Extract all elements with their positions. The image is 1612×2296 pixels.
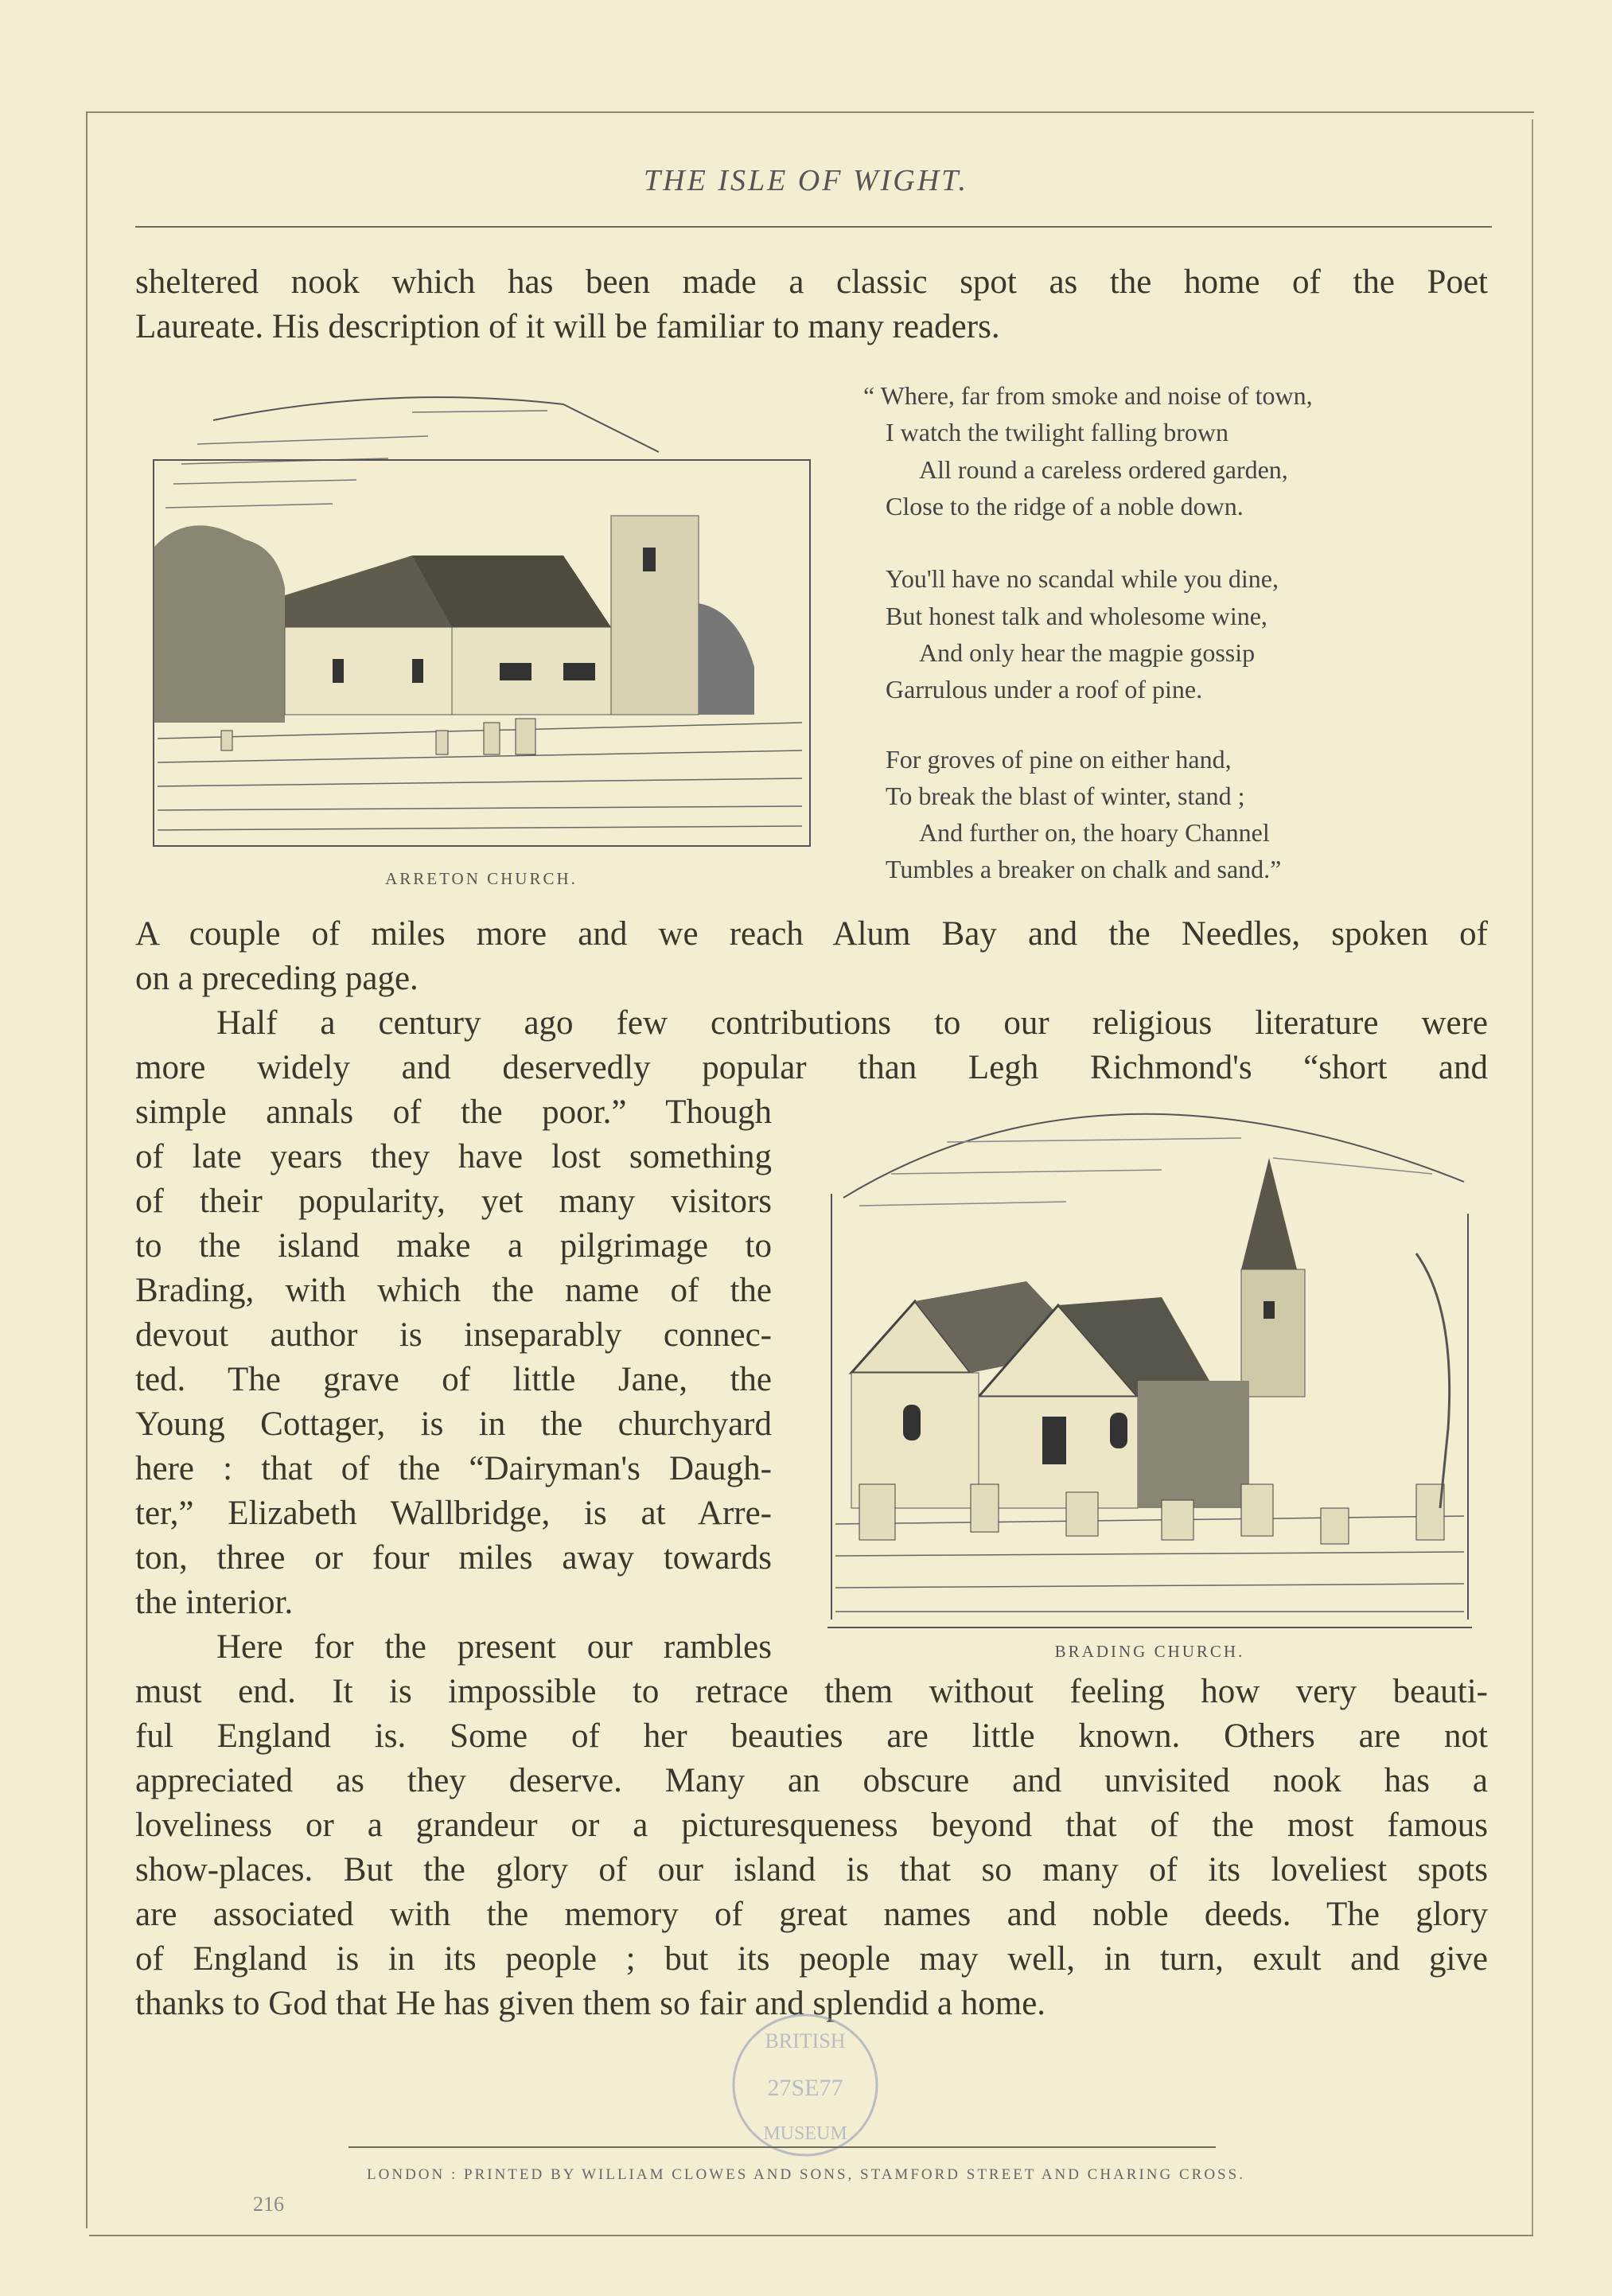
poem-line: You'll have no scandal while you dine, (886, 564, 1279, 593)
text-line: appreciated as they deserve. Many an obscure and unvisited nook has a (135, 1762, 1488, 1799)
text-line: thanks to God that He has given them so fair and splendid a home. (135, 1985, 1046, 2022)
poem-line: All round a careless ordered garden, (919, 455, 1288, 484)
poem-line: But honest talk and wholesome wine, (886, 602, 1267, 630)
printer-imprint: LONDON : PRINTED BY WILLIAM CLOWES AND SONS, STAMFORD STREET AND CHARING CROSS. (367, 2166, 1245, 2183)
text-line: ton, three or four miles away towards (135, 1539, 772, 1577)
british-museum-stamp (720, 2012, 891, 2159)
text-line: ted. The grave of little Jane, the (135, 1361, 772, 1398)
text-line: more widely and deservedly popular than Legh Richmond's “short and (135, 1049, 1488, 1086)
stamp-date: 27SE77 (767, 2075, 843, 2101)
text-line: Laureate. His description of it will be familiar to many readers. (135, 308, 1000, 345)
stamp-bottom-text: MUSEUM (763, 2123, 847, 2144)
poem-line: And further on, the hoary Channel (919, 818, 1270, 847)
text-line: ful England is. Some of her beauties are little known. Others are not (135, 1717, 1488, 1755)
text-line: to the island make a pilgrimage to (135, 1227, 772, 1265)
text-line: of their popularity, yet many visitors (135, 1183, 772, 1220)
arreton-church-engraving (150, 388, 814, 850)
text-line: A couple of miles more and we reach Alum Bay and the Needles, spoken of (135, 915, 1488, 953)
text-line: are associated with the memory of great names and noble deeds. The glory (135, 1896, 1488, 1933)
brading-church-engraving (827, 1110, 1472, 1631)
page-frame-top (86, 111, 1534, 113)
text-line: loveliness or a grandeur or a picturesqueness beyond that of the most famous (135, 1807, 1488, 1844)
page-frame-bottom (89, 2235, 1533, 2236)
poem-line: Garrulous under a roof of pine. (886, 675, 1203, 704)
text-line: of late years they have lost something (135, 1138, 772, 1175)
page-frame-left (86, 111, 88, 2228)
poem-line: I watch the twilight falling brown (886, 418, 1229, 446)
poem-line: And only hear the magpie gossip (919, 638, 1256, 667)
brading-caption: BRADING CHURCH. (1054, 1642, 1245, 1661)
poem-line: Tumbles a breaker on chalk and sand.” (886, 855, 1282, 883)
text-line: here : that of the “Dairyman's Daugh- (135, 1450, 772, 1487)
text-line: devout author is inseparably connec- (135, 1316, 772, 1354)
footer-rule (348, 2146, 1216, 2148)
text-line: Young Cottager, is in the churchyard (135, 1405, 772, 1443)
poem-line: Close to the ridge of a noble down. (886, 492, 1244, 520)
stamp-top-text: BRITISH (765, 2029, 846, 2052)
text-line: ter,” Elizabeth Wallbridge, is at Arre- (135, 1495, 772, 1532)
text-line: Brading, with which the name of the (135, 1272, 772, 1309)
arreton-caption: ARRETON CHURCH. (385, 869, 578, 888)
text-line: show-places. But the glory of our island is that so many of its loveliest spots (135, 1851, 1488, 1889)
text-line: Here for the present our rambles (216, 1628, 772, 1666)
header-rule (135, 226, 1492, 228)
page-number: 216 (253, 2193, 284, 2216)
text-line: sheltered nook which has been made a classic spot as the home of the Poet (135, 263, 1488, 301)
running-title: THE ISLE OF WIGHT. (644, 164, 968, 197)
poem-line: “ Where, far from smoke and noise of town, (863, 381, 1313, 410)
text-line: simple annals of the poor.” Though (135, 1093, 772, 1131)
text-line: Half a century ago few contributions to our religious literature were (216, 1004, 1488, 1042)
text-line: must end. It is impossible to retrace them without feeling how very beauti- (135, 1673, 1488, 1710)
text-line: on a preceding page. (135, 960, 419, 997)
poem-line: For groves of pine on either hand, (886, 745, 1232, 774)
poem-line: To break the blast of winter, stand ; (886, 782, 1245, 810)
text-line: the interior. (135, 1584, 294, 1621)
text-line: of England is in its people ; but its people may well, in turn, exult and give (135, 1940, 1488, 1978)
page-frame-right (1532, 119, 1533, 2236)
